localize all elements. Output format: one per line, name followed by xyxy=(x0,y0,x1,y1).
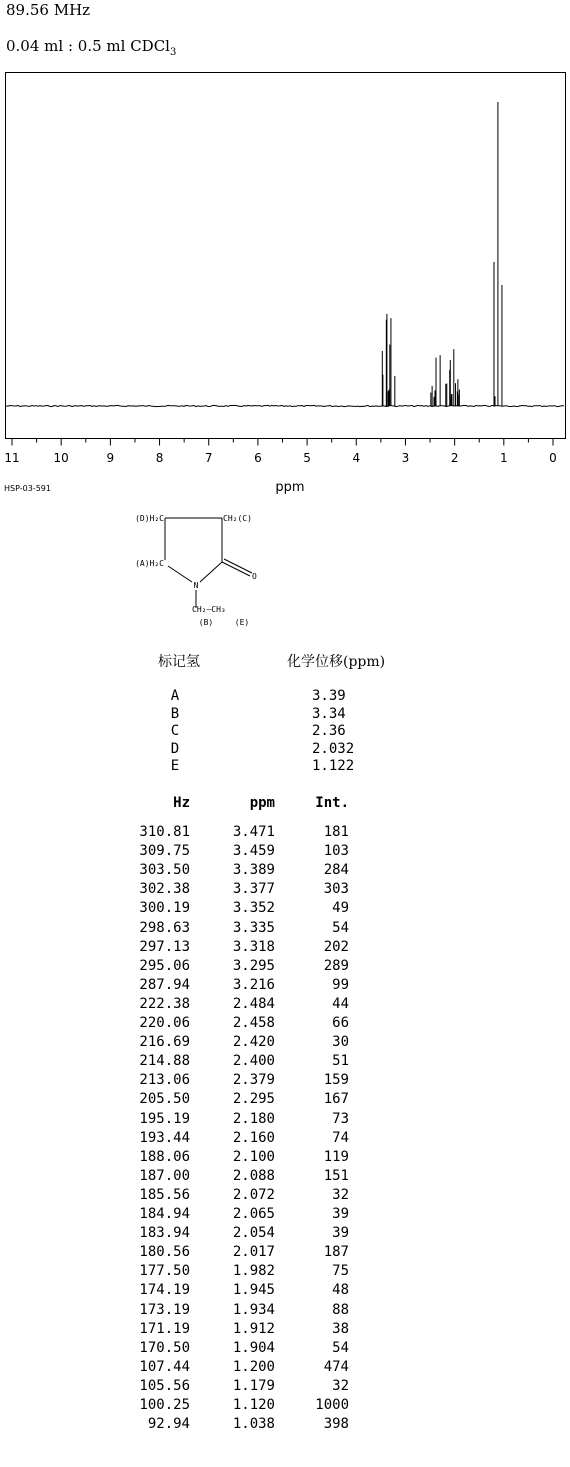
x-tick-label: 5 xyxy=(303,451,311,465)
sample-solvent xyxy=(6,37,176,58)
assignment-row xyxy=(0,688,570,705)
peak-ppm: 2.400 xyxy=(232,1053,275,1070)
peak-hz: 300.19 xyxy=(139,900,190,917)
table-row xyxy=(0,939,570,956)
table-row xyxy=(0,1282,570,1299)
peak-hz: 310.81 xyxy=(139,824,190,840)
assignment-shift: 3.34 xyxy=(312,705,346,722)
table-row xyxy=(0,1359,570,1376)
bond-co-1 xyxy=(222,562,250,576)
x-tick-label: 1 xyxy=(499,451,508,465)
table-row xyxy=(0,1378,570,1395)
table-row xyxy=(0,1225,570,1242)
peak-intensity: 54 xyxy=(332,1339,349,1356)
label-b: (B) xyxy=(198,618,214,627)
peak-hz: 298.63 xyxy=(139,919,190,936)
table-row xyxy=(0,1321,570,1338)
table-row xyxy=(0,1053,570,1070)
x-tick-label: 2 xyxy=(450,451,459,465)
x-tick-label: 3 xyxy=(401,451,410,465)
nmr-spectrum-chart xyxy=(0,68,570,498)
table-row xyxy=(0,920,570,937)
assignment-label: B xyxy=(170,705,180,722)
spectrometer-frequency: 89.56 MHz xyxy=(6,1,91,19)
assignment-row xyxy=(0,706,570,723)
table-row xyxy=(0,996,570,1013)
peak-intensity: 103 xyxy=(323,843,349,860)
peak-intensity: 39 xyxy=(332,1206,349,1222)
peak-intensity: 474 xyxy=(323,1358,349,1375)
peak-hz: 184.94 xyxy=(139,1206,190,1222)
peak-hz: 107.44 xyxy=(139,1358,190,1375)
spectrum-id: HSP-03-591 xyxy=(4,484,51,493)
assignment-shift-header: 化学位移(ppm) xyxy=(287,654,386,670)
assignment-label: C xyxy=(170,723,180,739)
peak-hz: 177.50 xyxy=(139,1263,190,1280)
peak-hz: 222.38 xyxy=(139,995,190,1012)
table-row xyxy=(0,1187,570,1204)
table-row xyxy=(0,1206,570,1223)
table-row xyxy=(0,1263,570,1280)
peak-hz: 302.38 xyxy=(139,881,190,898)
table-row xyxy=(0,1091,570,1108)
peak-hz: 171.19 xyxy=(139,1320,190,1337)
spectrum-baseline xyxy=(6,405,564,406)
peak-intensity: 32 xyxy=(332,1186,349,1203)
peak-hz: 220.06 xyxy=(139,1015,190,1031)
peak-ppm: 1.120 xyxy=(232,1397,275,1413)
table-row xyxy=(0,1416,570,1433)
peak-intensity: 44 xyxy=(332,995,349,1012)
table-row xyxy=(0,1340,570,1357)
solvent-subscript: 3 xyxy=(169,47,177,58)
peak-ppm: 2.379 xyxy=(232,1072,275,1089)
x-tick-label: 6 xyxy=(254,451,262,465)
bond-a-n xyxy=(168,566,192,582)
peak-ppm: 2.088 xyxy=(232,1167,275,1184)
table-row xyxy=(0,900,570,917)
table-row xyxy=(0,1168,570,1185)
peak-ppm: 2.295 xyxy=(232,1091,275,1108)
x-tick-label: 0 xyxy=(549,451,557,465)
peak-hz: 174.19 xyxy=(139,1282,190,1299)
peak-ppm: 2.054 xyxy=(232,1225,275,1242)
table-row xyxy=(0,1072,570,1089)
assignment-shift: 2.36 xyxy=(312,723,346,739)
peak-ppm: 1.912 xyxy=(232,1320,275,1337)
spectrum-peaks xyxy=(382,102,502,406)
peak-ppm: 3.352 xyxy=(232,900,275,917)
peak-hz: 92.94 xyxy=(147,1416,190,1433)
peak-hz: 295.06 xyxy=(139,957,190,974)
label-d: (D)H₂C xyxy=(135,514,164,523)
peak-hz: 303.50 xyxy=(139,862,190,879)
peak-hz: 193.44 xyxy=(139,1129,190,1146)
table-row xyxy=(0,1244,570,1261)
peak-hz: 173.19 xyxy=(139,1301,190,1318)
table-row xyxy=(0,1015,570,1032)
peak-hz: 214.88 xyxy=(139,1053,190,1070)
peak-hz: 213.06 xyxy=(139,1072,190,1089)
peak-header-ppm: ppm xyxy=(249,795,275,811)
peak-intensity: 1000 xyxy=(315,1397,349,1413)
peak-ppm: 2.017 xyxy=(232,1244,275,1261)
table-row xyxy=(0,1302,570,1319)
peak-intensity: 398 xyxy=(323,1416,349,1433)
peak-ppm: 2.100 xyxy=(232,1148,275,1165)
assignment-shift: 2.032 xyxy=(312,740,355,757)
peak-intensity: 181 xyxy=(323,824,349,840)
peak-intensity: 99 xyxy=(332,976,349,993)
peak-intensity: 303 xyxy=(323,881,349,898)
peak-header-int: Int. xyxy=(315,795,349,811)
peak-ppm: 3.216 xyxy=(232,976,275,993)
peak-ppm: 2.160 xyxy=(232,1129,275,1146)
assignment-shift: 1.122 xyxy=(312,758,355,774)
table-row xyxy=(0,1034,570,1051)
peak-ppm: 2.458 xyxy=(232,1015,275,1031)
peak-intensity: 284 xyxy=(323,862,349,879)
peak-hz: 195.19 xyxy=(139,1110,190,1127)
peak-hz: 309.75 xyxy=(139,843,190,860)
assignment-row xyxy=(0,741,570,758)
peak-intensity: 88 xyxy=(332,1301,349,1318)
peak-hz: 183.94 xyxy=(139,1225,190,1242)
assignment-shift: 3.39 xyxy=(312,688,346,704)
peak-intensity: 289 xyxy=(323,957,349,974)
peak-intensity: 73 xyxy=(332,1110,349,1127)
peak-hz: 287.94 xyxy=(139,976,190,993)
peak-intensity: 32 xyxy=(332,1377,349,1394)
peak-ppm: 2.072 xyxy=(232,1186,275,1203)
x-tick-label: 9 xyxy=(106,451,115,465)
label-e: (E) xyxy=(234,618,250,627)
peak-intensity: 39 xyxy=(332,1225,349,1242)
x-tick-label: 7 xyxy=(204,451,213,465)
label-a: (A)H₂C xyxy=(135,559,164,568)
peak-ppm: 3.318 xyxy=(232,938,275,955)
bond-co-2 xyxy=(224,559,252,573)
peak-header-hz: Hz xyxy=(173,795,190,811)
label-ethyl: CH₂—CH₃ xyxy=(192,605,226,614)
label-n: N xyxy=(193,581,199,590)
peak-hz: 105.56 xyxy=(139,1377,190,1394)
peak-ppm: 2.065 xyxy=(232,1206,275,1222)
x-tick-label: 11 xyxy=(4,451,20,465)
peak-intensity: 54 xyxy=(332,919,349,936)
peak-hz: 205.50 xyxy=(139,1091,190,1108)
bond-n-carbonyl xyxy=(200,562,222,582)
x-axis-label: ppm xyxy=(275,480,305,495)
peak-hz: 180.56 xyxy=(139,1244,190,1261)
peak-ppm: 3.377 xyxy=(232,881,275,898)
peak-intensity: 119 xyxy=(323,1148,349,1165)
peak-intensity: 159 xyxy=(323,1072,349,1089)
peak-intensity: 51 xyxy=(332,1053,349,1070)
peak-intensity: 74 xyxy=(332,1129,349,1146)
peak-ppm: 2.420 xyxy=(232,1034,275,1051)
table-row xyxy=(0,1111,570,1128)
peak-intensity: 49 xyxy=(332,900,349,917)
assignment-label: E xyxy=(170,758,180,774)
peak-ppm: 3.335 xyxy=(232,919,275,936)
peak-hz: 100.25 xyxy=(139,1397,190,1413)
label-o: O xyxy=(252,572,257,581)
peak-intensity: 66 xyxy=(332,1015,349,1031)
peak-intensity: 30 xyxy=(332,1034,349,1051)
solvent-text: 0.04 ml : 0.5 ml CDCl xyxy=(6,37,170,55)
peak-intensity: 48 xyxy=(332,1282,349,1299)
peak-ppm: 3.471 xyxy=(232,824,275,840)
peak-ppm: 1.904 xyxy=(232,1339,275,1356)
peak-hz: 187.00 xyxy=(139,1167,190,1184)
peak-intensity: 167 xyxy=(323,1091,349,1108)
peak-intensity: 75 xyxy=(332,1263,349,1280)
peak-ppm: 1.200 xyxy=(232,1358,275,1375)
peak-ppm: 1.982 xyxy=(232,1263,275,1280)
table-row xyxy=(0,977,570,994)
assignment-row xyxy=(0,758,570,775)
peak-ppm: 3.459 xyxy=(232,843,275,860)
label-c: CH₂(C) xyxy=(223,514,252,523)
x-tick-label: 10 xyxy=(53,451,69,465)
plot-frame xyxy=(6,73,566,439)
peak-hz: 188.06 xyxy=(139,1148,190,1165)
table-row xyxy=(0,881,570,898)
peak-intensity: 151 xyxy=(323,1167,349,1184)
x-tick-label: 4 xyxy=(352,451,361,465)
table-row xyxy=(0,1397,570,1414)
assignment-label: A xyxy=(170,688,180,704)
peak-hz: 216.69 xyxy=(139,1034,190,1051)
peak-intensity: 187 xyxy=(323,1244,349,1261)
peak-hz: 185.56 xyxy=(139,1186,190,1203)
x-tick-label: 8 xyxy=(155,451,164,465)
peak-ppm: 1.038 xyxy=(232,1416,275,1433)
peak-ppm: 3.389 xyxy=(232,862,275,879)
table-row xyxy=(0,1149,570,1166)
table-row xyxy=(0,843,570,860)
peak-hz: 170.50 xyxy=(139,1339,190,1356)
molecule-structure xyxy=(110,504,280,629)
table-row xyxy=(0,824,570,841)
table-row xyxy=(0,1130,570,1147)
peak-ppm: 1.945 xyxy=(232,1282,275,1299)
assignment-label-header: 标记氢 xyxy=(158,654,200,670)
assignment-row xyxy=(0,723,570,740)
peak-ppm: 1.179 xyxy=(232,1377,275,1394)
peak-ppm: 3.295 xyxy=(232,957,275,974)
table-row xyxy=(0,958,570,975)
peak-ppm: 2.484 xyxy=(232,995,275,1012)
table-row xyxy=(0,862,570,879)
peak-intensity: 38 xyxy=(332,1320,349,1337)
peak-hz: 297.13 xyxy=(139,938,190,955)
assignment-label: D xyxy=(170,740,180,757)
x-axis-ticks xyxy=(4,439,556,466)
peak-intensity: 202 xyxy=(323,938,349,955)
peak-ppm: 2.180 xyxy=(232,1110,275,1127)
peak-ppm: 1.934 xyxy=(232,1301,275,1318)
